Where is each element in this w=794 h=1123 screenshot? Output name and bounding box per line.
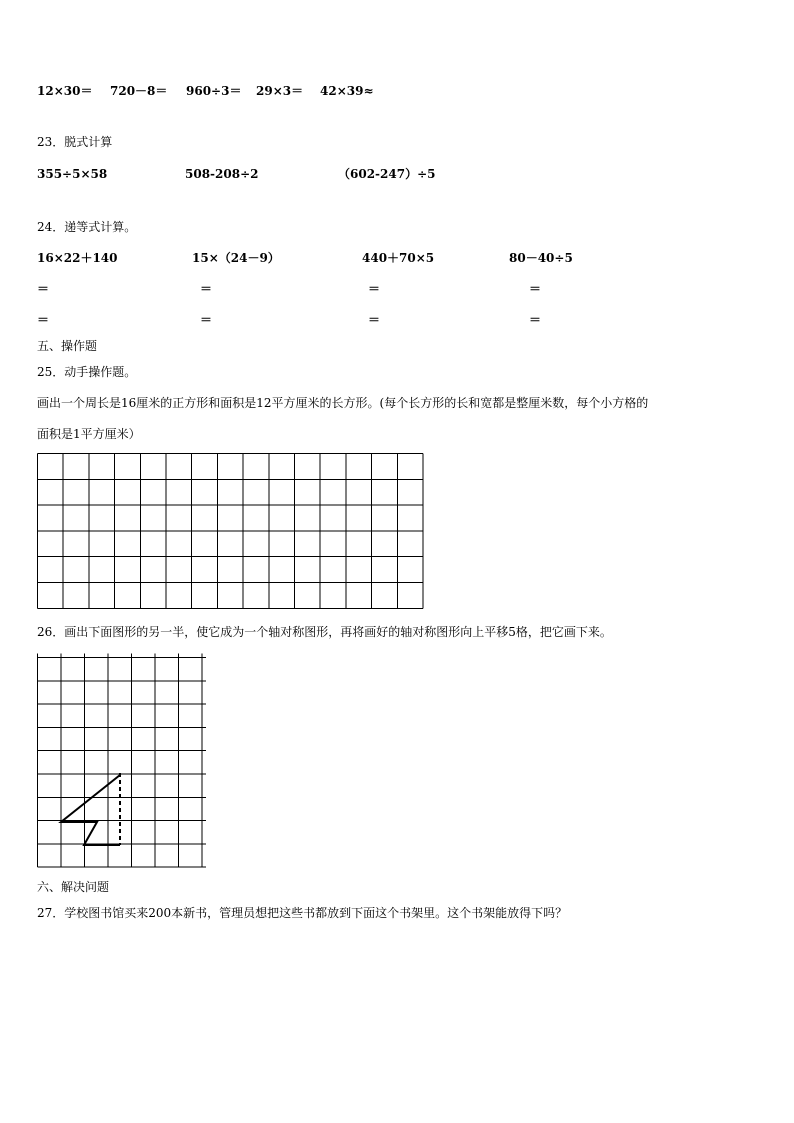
oral-calc-5: 42×39≈ xyxy=(320,84,374,98)
oral-calc-4: 29×3＝ xyxy=(256,84,304,98)
q25-text-line1: 画出一个周长是16厘米的正方形和面积是12平方厘米的长方形。(每个长方形的长和宽都是整厘米数，每个小方格的 xyxy=(37,396,649,410)
q24-equals: ＝ xyxy=(529,282,542,296)
q23-item-3: （602-247）÷5 xyxy=(338,167,436,181)
q25-grid xyxy=(37,453,427,611)
q24-equals: ＝ xyxy=(37,282,50,296)
q27-title: 27．学校图书馆买来200本新书，管理员想把这些书都放到下面这个书架里。这个书架能放得下吗？ xyxy=(37,906,568,920)
q24-equals: ＝ xyxy=(529,313,542,327)
q24-item-2: 15×（24－9） xyxy=(192,251,280,265)
section-5-title: 五、操作题 xyxy=(37,339,98,353)
q24-item-3: 440＋70×5 xyxy=(362,251,435,265)
q24-item-1: 16×22＋140 xyxy=(37,251,118,265)
q24-equals: ＝ xyxy=(368,313,381,327)
q24-equals: ＝ xyxy=(368,282,381,296)
q23-item-1: 355÷5×58 xyxy=(37,167,108,181)
q25-title: 25．动手操作题。 xyxy=(37,365,137,379)
q24-item-4: 80－40÷5 xyxy=(509,251,573,265)
q24-title: 24．递等式计算。 xyxy=(37,220,137,234)
oral-calc-3: 960÷3＝ xyxy=(186,84,242,98)
q24-equals: ＝ xyxy=(37,313,50,327)
half-shape xyxy=(61,775,120,845)
q26-title: 26．画出下面图形的另一半，使它成为一个轴对称图形，再将画好的轴对称图形向上平移5格，把它画下来。 xyxy=(37,625,612,639)
q23-item-2: 508-208÷2 xyxy=(185,167,259,181)
q24-equals: ＝ xyxy=(200,282,213,296)
oral-calc-1: 12×30＝ xyxy=(37,84,93,98)
q23-title: 23．脱式计算 xyxy=(37,135,113,149)
oral-calc-2: 720－8＝ xyxy=(110,84,168,98)
q24-equals: ＝ xyxy=(200,313,213,327)
section-6-title: 六、解决问题 xyxy=(37,880,110,894)
q25-text-line2: 面积是1平方厘米） xyxy=(37,427,141,441)
q26-grid xyxy=(35,653,211,871)
q26-grid-lines xyxy=(38,654,207,868)
q25-grid-lines xyxy=(38,454,424,609)
